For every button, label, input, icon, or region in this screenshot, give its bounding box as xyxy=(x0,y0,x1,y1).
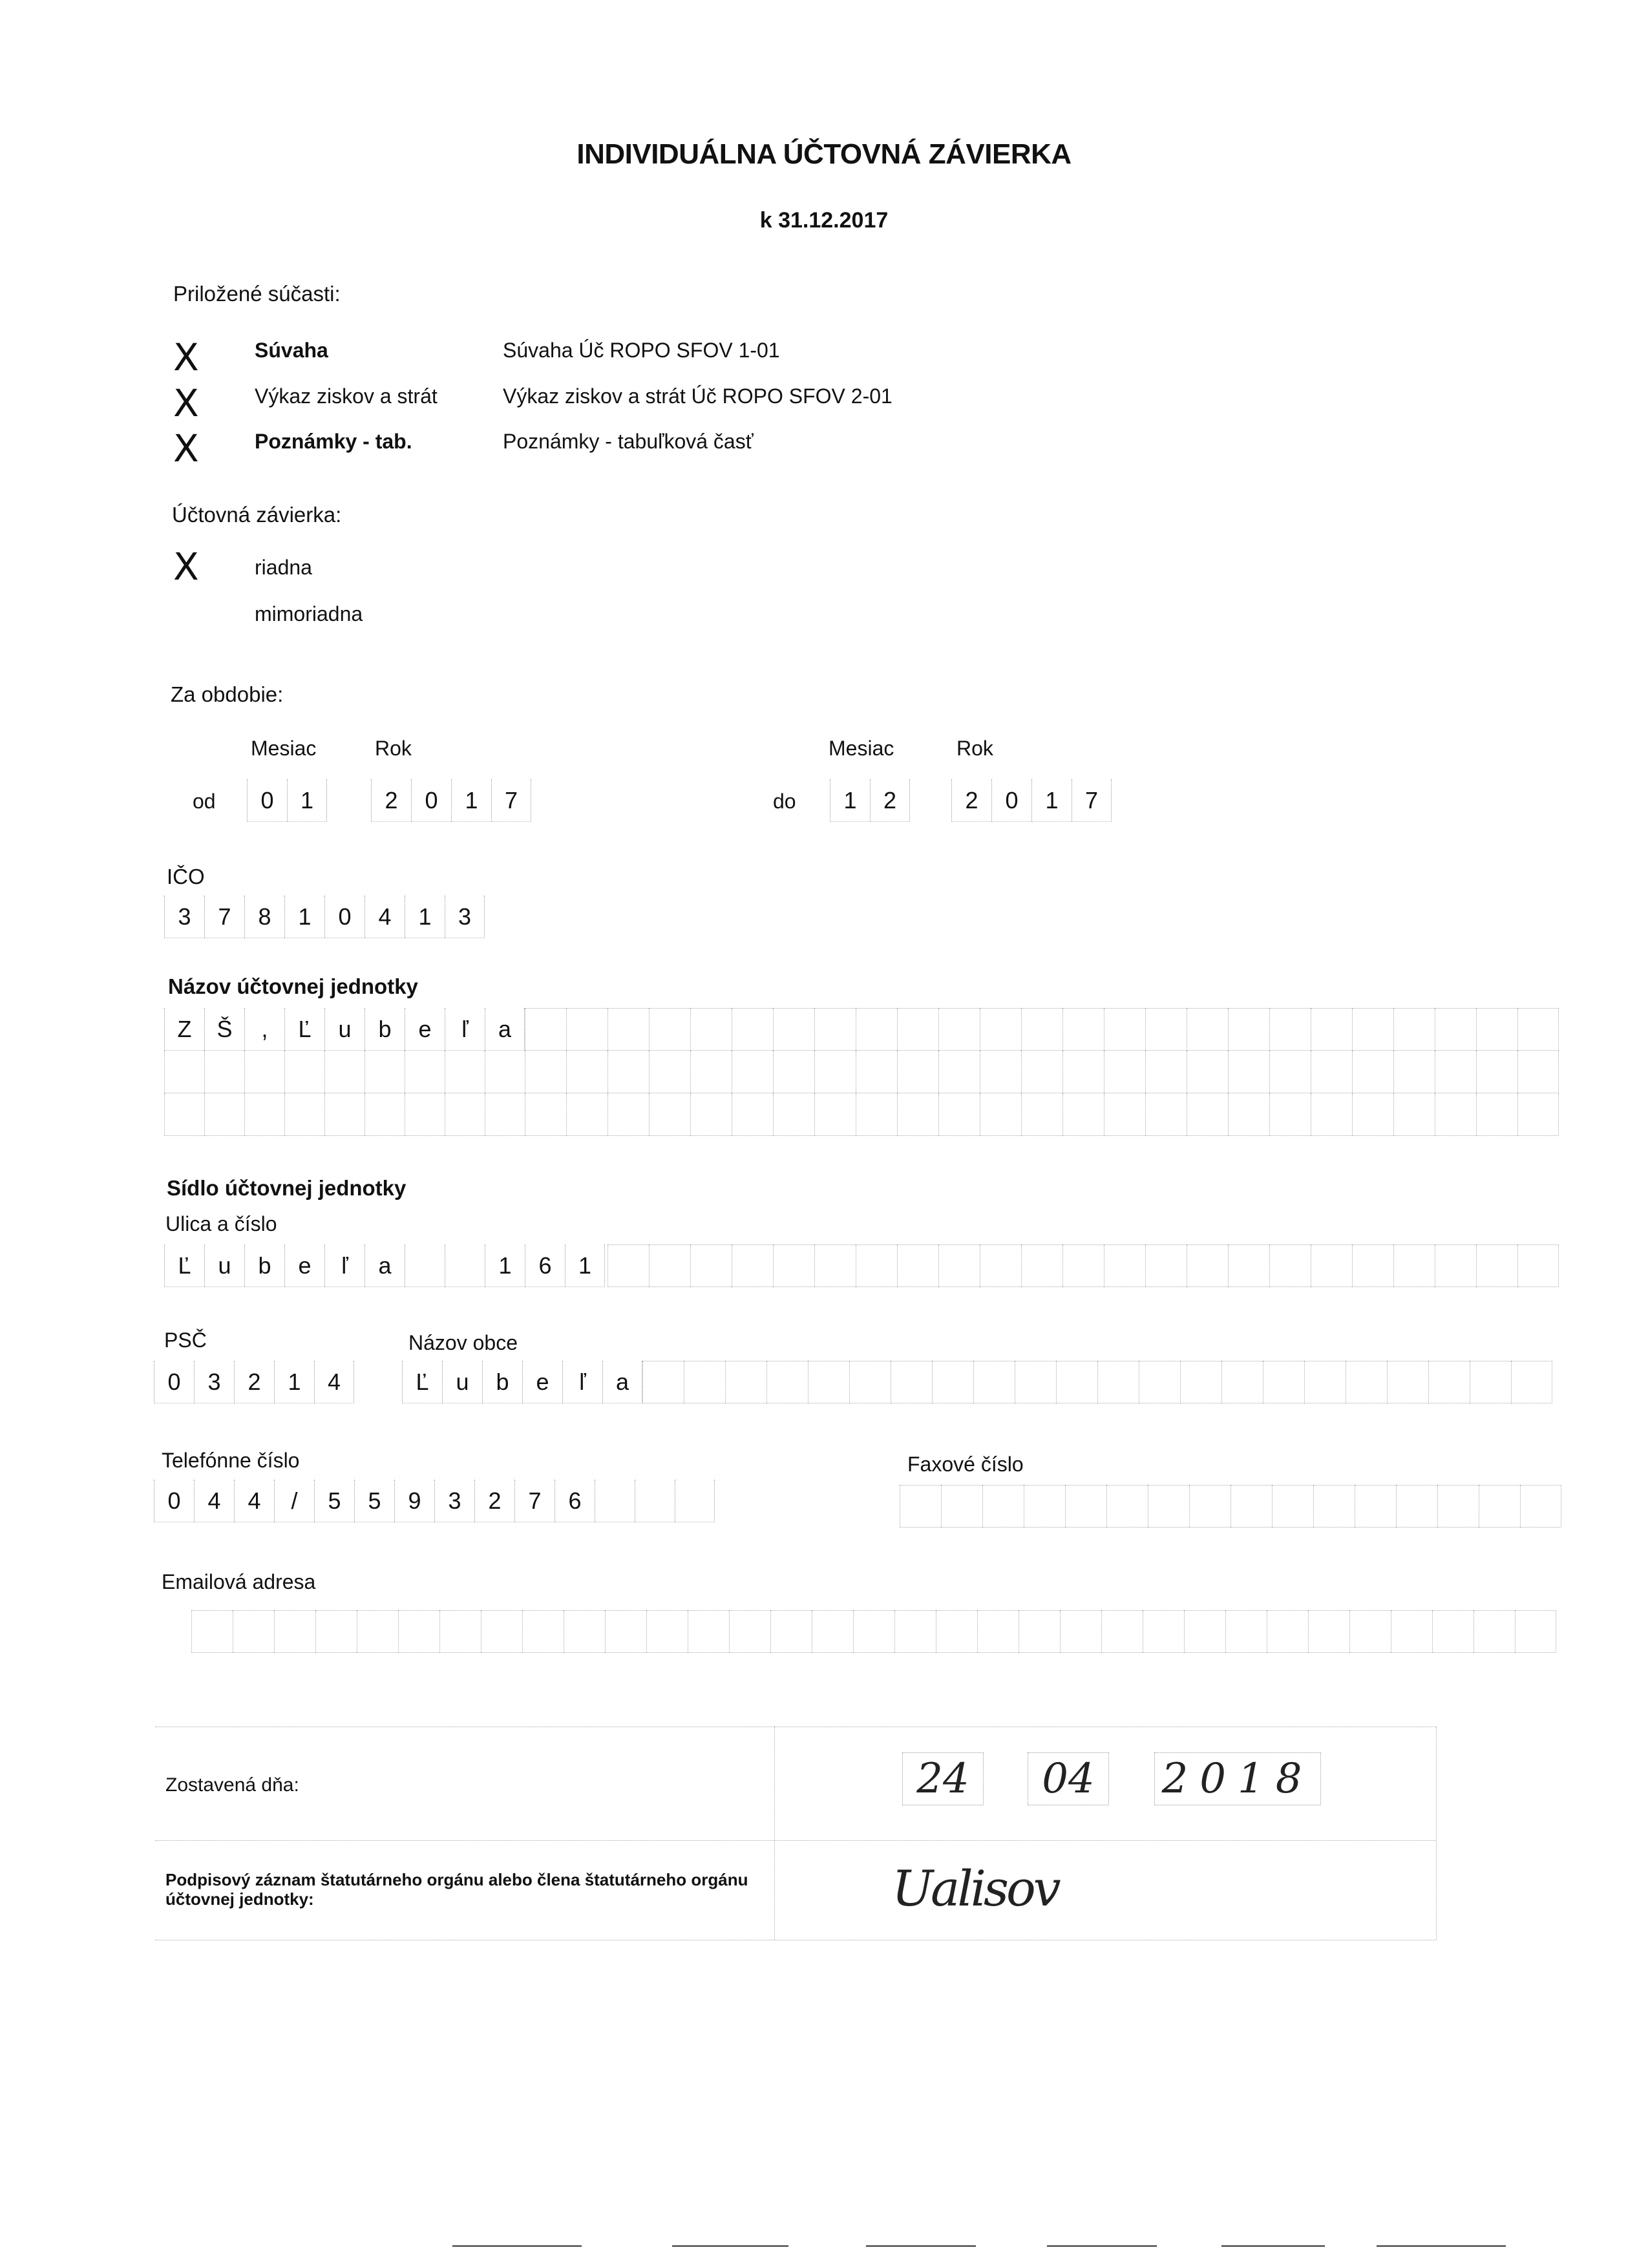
compiled-month[interactable]: 04 xyxy=(1028,1752,1109,1805)
attachment-2-name: Výkaz ziskov a strát xyxy=(255,384,438,408)
footer-column-divider xyxy=(774,1727,775,1940)
char-cell xyxy=(675,1480,715,1522)
unit-name-empty-row-1[interactable] xyxy=(525,1008,1559,1051)
city-empty-cells[interactable] xyxy=(642,1361,1552,1403)
char-cell: / xyxy=(274,1480,314,1522)
to-year-label: Rok xyxy=(956,737,993,760)
from-month-field[interactable] xyxy=(247,779,327,822)
char-cell: 4 xyxy=(234,1480,274,1522)
digit-cell: 1 xyxy=(287,779,327,822)
footer-right-border xyxy=(1436,1727,1437,1940)
digit-cell: 0 xyxy=(411,779,451,822)
digit-cell: 4 xyxy=(364,896,405,938)
digit-cell: 0 xyxy=(991,779,1031,822)
from-year-field[interactable] xyxy=(371,779,531,822)
compiled-label: Zostavená dňa: xyxy=(165,1774,299,1796)
digit-cell: 1 xyxy=(1031,779,1072,822)
phone-label: Telefónne číslo xyxy=(162,1449,300,1472)
char-cell: ľ xyxy=(324,1244,364,1287)
signature-label-line-2: účtovnej jednotky: xyxy=(165,1889,314,1909)
closing-option-regular: riadna xyxy=(255,556,312,579)
char-cell: Ľ xyxy=(284,1008,324,1051)
attachment-1-check[interactable]: X xyxy=(173,335,199,379)
fax-field[interactable] xyxy=(900,1485,1561,1528)
document-date: k 31.12.2017 xyxy=(759,208,889,233)
psc-field[interactable] xyxy=(154,1361,354,1403)
char-cell: 9 xyxy=(394,1480,434,1522)
digit-cell: 3 xyxy=(194,1361,234,1403)
document-title: INDIVIDUÁLNA ÚČTOVNÁ ZÁVIERKA xyxy=(576,138,1072,170)
footer-rule-3 xyxy=(866,2245,976,2247)
footer-rule-6 xyxy=(1377,2245,1506,2247)
digit-cell: 0 xyxy=(324,896,364,938)
digit-cell: 7 xyxy=(204,896,244,938)
char-cell: u xyxy=(204,1244,244,1287)
char-cell xyxy=(405,1244,445,1287)
char-cell: e xyxy=(405,1008,445,1051)
ico-label: IČO xyxy=(167,865,205,888)
footer-rule-4 xyxy=(1047,2245,1157,2247)
char-cell: 6 xyxy=(525,1244,565,1287)
char-cell: Ľ xyxy=(402,1361,442,1403)
char-cell: 5 xyxy=(314,1480,354,1522)
period-from-label: od xyxy=(193,790,216,813)
street-empty-cells[interactable] xyxy=(607,1244,1559,1287)
char-cell: b xyxy=(482,1361,522,1403)
digit-cell: 0 xyxy=(154,1361,194,1403)
city-label: Názov obce xyxy=(408,1331,518,1354)
char-cell: ľ xyxy=(562,1361,602,1403)
footer-rule-2 xyxy=(672,2245,788,2247)
to-month-label: Mesiac xyxy=(829,737,894,760)
compiled-day[interactable]: 24 xyxy=(902,1752,984,1805)
unit-name-empty-row-2[interactable] xyxy=(164,1051,1559,1093)
char-cell: 2 xyxy=(474,1480,514,1522)
street-field[interactable] xyxy=(164,1244,605,1287)
char-cell xyxy=(445,1244,485,1287)
attachment-1-name: Súvaha xyxy=(255,339,328,362)
attachment-2-check[interactable]: X xyxy=(173,381,199,425)
phone-field[interactable] xyxy=(154,1480,715,1522)
char-cell: b xyxy=(244,1244,284,1287)
char-cell xyxy=(635,1480,675,1522)
digit-cell: 2 xyxy=(371,779,411,822)
char-cell: e xyxy=(522,1361,562,1403)
ico-field[interactable] xyxy=(164,896,485,938)
street-label: Ulica a číslo xyxy=(165,1212,277,1235)
char-cell xyxy=(595,1480,635,1522)
city-field[interactable] xyxy=(402,1361,642,1403)
unit-name-label: Názov účtovnej jednotky xyxy=(168,974,418,998)
to-month-field[interactable] xyxy=(830,779,910,822)
footer-rule-1 xyxy=(452,2245,582,2247)
closing-label: Účtovná závierka: xyxy=(172,503,342,527)
char-cell: 3 xyxy=(434,1480,474,1522)
digit-cell: 7 xyxy=(1072,779,1112,822)
char-cell: 0 xyxy=(154,1480,194,1522)
char-cell: 7 xyxy=(514,1480,555,1522)
digit-cell: 1 xyxy=(451,779,491,822)
digit-cell: 0 xyxy=(247,779,287,822)
attachment-3-name: Poznámky - tab. xyxy=(255,430,412,453)
char-cell: a xyxy=(602,1361,642,1403)
email-field[interactable] xyxy=(191,1610,1556,1653)
signature[interactable]: Ualisov xyxy=(892,1860,1059,1917)
char-cell: Š xyxy=(204,1008,244,1051)
closing-option-extraordinary: mimoriadna xyxy=(255,602,363,625)
char-cell: , xyxy=(244,1008,284,1051)
compiled-year[interactable]: 2018 xyxy=(1154,1752,1321,1805)
from-month-label: Mesiac xyxy=(251,737,317,760)
attachments-label: Priložené súčasti: xyxy=(173,282,341,306)
digit-cell: 1 xyxy=(274,1361,314,1403)
attachment-2-desc: Výkaz ziskov a strát Úč ROPO SFOV 2-01 xyxy=(503,384,893,408)
digit-cell: 1 xyxy=(405,896,445,938)
from-year-label: Rok xyxy=(375,737,412,760)
period-to-label: do xyxy=(773,790,796,813)
digit-cell: 3 xyxy=(445,896,485,938)
digit-cell: 1 xyxy=(284,896,324,938)
address-label: Sídlo účtovnej jednotky xyxy=(167,1176,407,1200)
digit-cell: 3 xyxy=(164,896,204,938)
digit-cell: 2 xyxy=(870,779,910,822)
period-label: Za obdobie: xyxy=(171,682,284,706)
char-cell: 5 xyxy=(354,1480,394,1522)
char-cell: 6 xyxy=(555,1480,595,1522)
signature-label-line-1: Podpisový záznam štatutárneho orgánu alebo člena štatutárneho orgánu xyxy=(165,1870,748,1889)
unit-name-empty-row-3[interactable] xyxy=(164,1093,1559,1136)
digit-cell: 1 xyxy=(830,779,870,822)
attachment-3-desc: Poznámky - tabuľková časť xyxy=(503,430,754,453)
char-cell: 4 xyxy=(194,1480,234,1522)
digit-cell: 2 xyxy=(951,779,991,822)
email-label: Emailová adresa xyxy=(162,1570,316,1593)
char-cell: e xyxy=(284,1244,324,1287)
char-cell: b xyxy=(364,1008,405,1051)
char-cell: 1 xyxy=(485,1244,525,1287)
char-cell: 1 xyxy=(565,1244,605,1287)
footer-rule-5 xyxy=(1221,2245,1325,2247)
char-cell: a xyxy=(364,1244,405,1287)
unit-name-field[interactable] xyxy=(164,1008,525,1051)
char-cell: u xyxy=(442,1361,482,1403)
char-cell: Z xyxy=(164,1008,204,1051)
digit-cell: 2 xyxy=(234,1361,274,1403)
digit-cell: 8 xyxy=(244,896,284,938)
fax-label: Faxové číslo xyxy=(907,1453,1024,1476)
signature-label xyxy=(165,1870,773,1909)
footer-mid-divider xyxy=(155,1840,1436,1841)
closing-regular-check[interactable]: X xyxy=(173,545,199,589)
to-year-field[interactable] xyxy=(951,779,1112,822)
attachment-3-check[interactable]: X xyxy=(173,426,199,470)
char-cell: a xyxy=(485,1008,525,1051)
char-cell: Ľ xyxy=(164,1244,204,1287)
attachment-1-desc: Súvaha Úč ROPO SFOV 1-01 xyxy=(503,339,780,362)
digit-cell: 4 xyxy=(314,1361,354,1403)
psc-label: PSČ xyxy=(164,1328,207,1352)
digit-cell: 7 xyxy=(491,779,531,822)
char-cell: ľ xyxy=(445,1008,485,1051)
char-cell: u xyxy=(324,1008,364,1051)
